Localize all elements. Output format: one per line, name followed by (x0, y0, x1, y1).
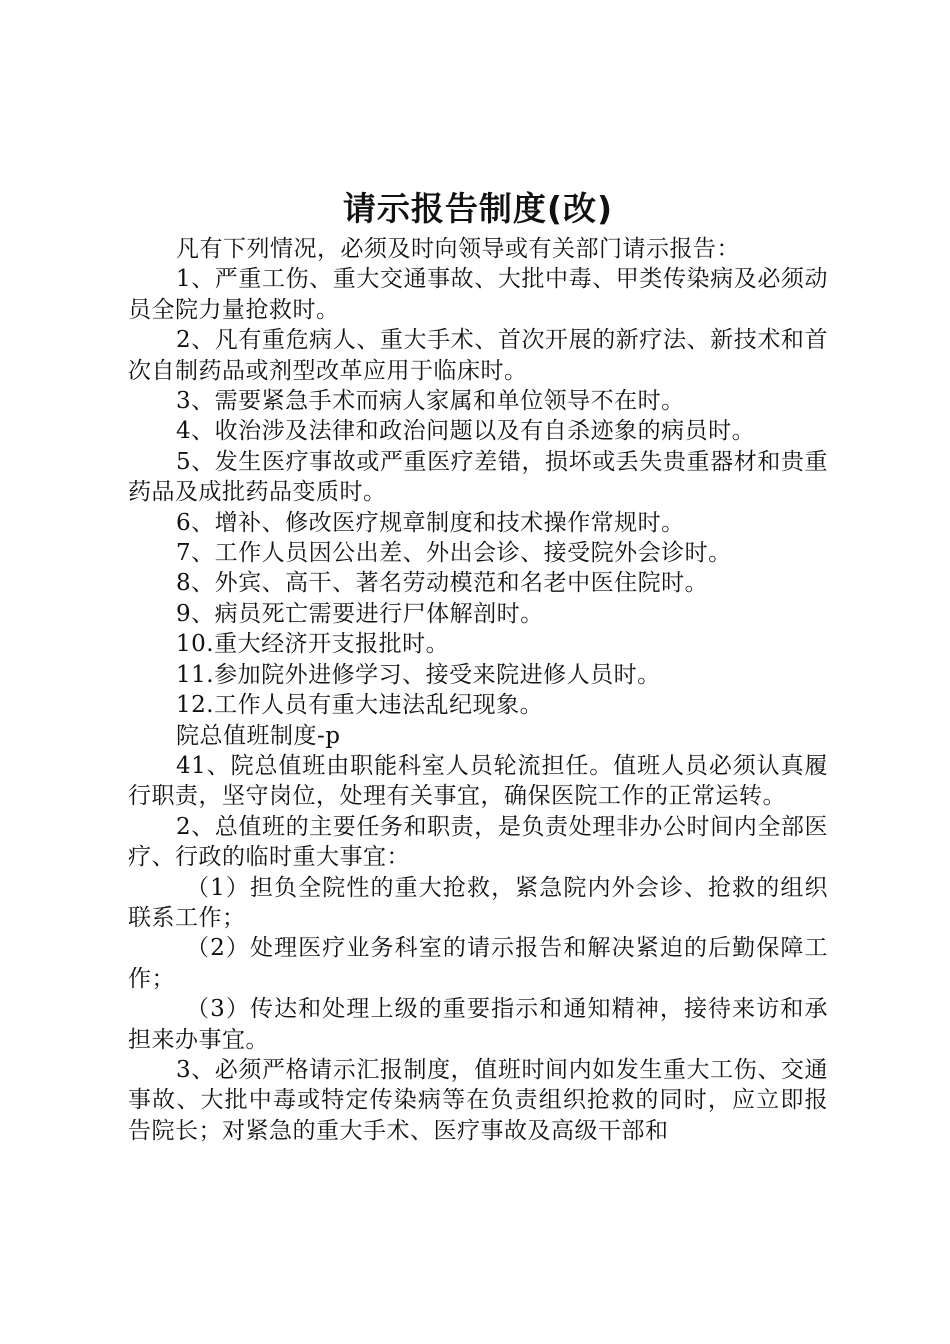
duty-item-1: 41、院总值班由职能科室人员轮流担任。值班人员必须认真履行职责，坚守岗位，处理有关事宜，确保医院工作的正常运转。 (128, 752, 828, 810)
report-item-5: 5、发生医疗事故或严重医疗差错，损坏或丢失贵重器材和贵重药品及成批药品变质时。 (128, 448, 828, 506)
duty-subitem-2: （2）处理医疗业务科室的请示报告和解决紧迫的后勤保障工作； (128, 935, 828, 992)
document-page (128, 186, 828, 1146)
section-heading-duty: 院总值班制度-p (176, 722, 341, 749)
report-item-6: 6、增补、修改医疗规章制度和技术操作常规时。 (176, 509, 685, 536)
report-item-3: 3、需要紧急手术而病人家属和单位领导不在时。 (176, 388, 685, 415)
report-item-9: 9、病员死亡需要进行尸体解剖时。 (176, 600, 544, 627)
duty-subitem-3: （3）传达和处理上级的重要指示和通知精神，接待来访和承担来办事宜。 (128, 996, 828, 1053)
report-item-2: 2、凡有重危病人、重大手术、首次开展的新疗法、新技术和首次自制药品或剂型改革应用于临床时。 (128, 327, 828, 384)
report-item-8: 8、外宾、高干、著名劳动模范和名老中医住院时。 (176, 570, 709, 597)
duty-item-3: 3、必须严格请示汇报制度，值班时间内如发生重大工伤、交通事故、大批中毒或特定传染病等在负责组织抢救的同时，应立即报告院长；对紧急的重大手术、医疗事故及高级干部和 (128, 1056, 828, 1144)
report-item-11: 11.参加院外进修学习、接受来院进修人员时。 (176, 661, 661, 688)
report-item-1: 1、严重工伤、重大交通事故、大批中毒、甲类传染病及必须动员全院力量抢救时。 (128, 266, 828, 323)
report-item-7: 7、工作人员因公出差、外出会诊、接受院外会诊时。 (176, 540, 732, 567)
report-item-10: 10.重大经济开支报批时。 (176, 631, 450, 658)
document-body (128, 234, 828, 1146)
duty-subitem-1: （1）担负全院性的重大抢救，紧急院内外会诊、抢救的组织联系工作； (128, 874, 828, 931)
intro-paragraph: 凡有下列情况，必须及时向领导或有关部门请示报告： (176, 236, 740, 262)
report-item-4: 4、收治涉及法律和政治问题以及有自杀迹象的病员时。 (176, 418, 756, 445)
document-title: 请示报告制度(改) (342, 189, 614, 228)
report-item-12: 12.工作人员有重大违法乱纪现象。 (176, 692, 544, 719)
duty-item-2: 2、总值班的主要任务和职责，是负责处理非办公时间内全部医疗、行政的临时重大事宜： (128, 813, 828, 871)
